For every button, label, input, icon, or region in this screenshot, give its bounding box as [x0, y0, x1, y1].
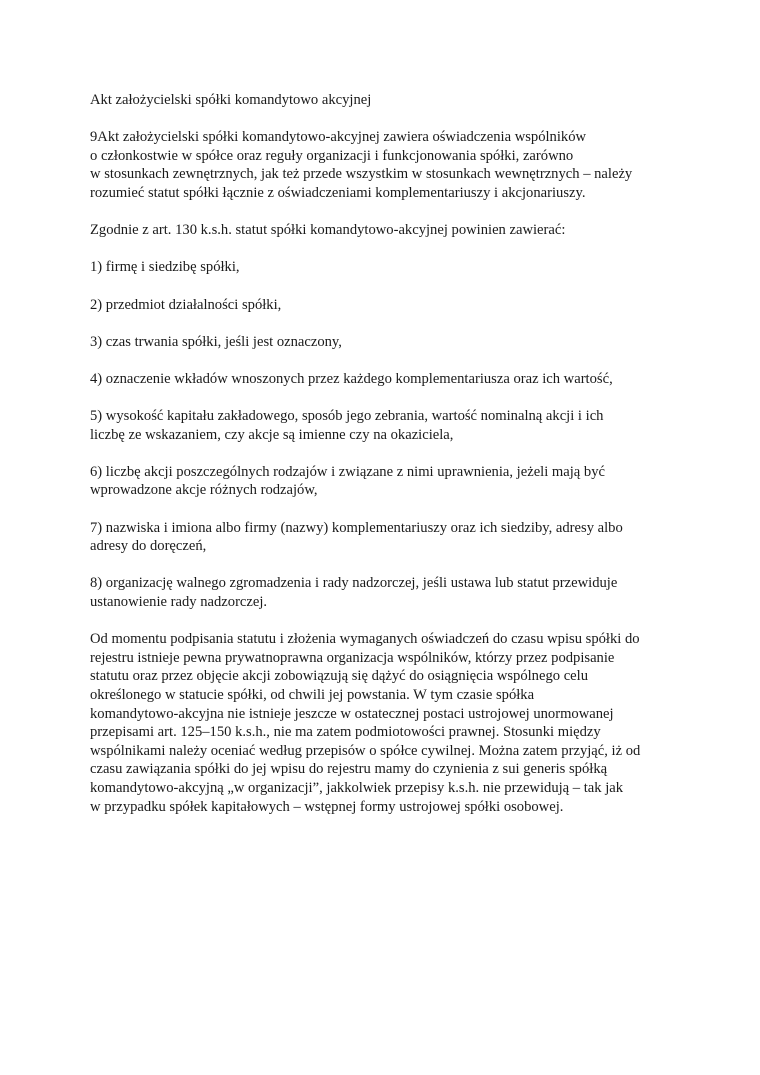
closing-line: Od momentu podpisania statutu i złożenia wymaganych oświadczeń do czasu wpisu spółki do [90, 631, 640, 648]
intro-line: rozumieć statut spółki łącznie z oświadczeniami komplementariuszy i akcjonariuszy. [90, 184, 586, 201]
closing-line: statutu oraz przez objęcie akcji zobowiązują się dążyć do osiągnięcia wspólnego celu [90, 668, 589, 685]
closing-line: określonego w statucie spółki, od chwili jej powstania. W tym czasie spółka [90, 687, 535, 703]
list-item-line: 2) przedmiot działalności spółki, [90, 296, 282, 313]
list-item-line: wprowadzone akcje różnych rodzajów, [90, 482, 318, 499]
intro-line: 9Akt założycielski spółki komandytowo-akcyjnej zawiera oświadczenia wspólników [90, 129, 587, 146]
list-item-line: 7) nazwiska i imiona albo firmy (nazwy) komplementariuszy oraz ich siedziby, adresy albo [90, 519, 623, 536]
closing-line: komandytowo-akcyjną „w organizacji”, jakkolwiek przepisy k.s.h. nie przewidują – tak jak [90, 779, 624, 796]
intro-line: o członkostwie w spółce oraz reguły organizacji i funkcjonowania spółki, zarówno [90, 147, 574, 164]
list-item-line: 5) wysokość kapitału zakładowego, sposób jego zebrania, wartość nominalną akcji i ich [90, 408, 604, 425]
closing-line: w przypadku spółek kapitałowych – wstępnej formy ustrojowej spółki osobowej. [90, 798, 564, 815]
title-line: Akt założycielski spółki komandytowo akcyjnej [90, 92, 372, 108]
closing-line: czasu zawiązania spółki do jej wpisu do rejestru mamy do czynienia z sui generis spółką [90, 761, 608, 778]
list-item [90, 370, 680, 389]
list-item-line: 3) czas trwania spółki, jeśli jest oznaczony, [90, 333, 342, 350]
closing-line: wspólnikami należy oceniać według przepisów o spółce cywilnej. Można zatem przyjąć, iż od [90, 742, 641, 759]
lead-line: Zgodnie z art. 130 k.s.h. statut spółki komandytowo-akcyjnej powinien zawierać: [90, 222, 566, 239]
document-title [90, 91, 680, 110]
list-item-line: adresy do doręczeń, [90, 538, 207, 555]
list-item-line: ustanowienie rady nadzorczej. [90, 594, 268, 611]
closing-line: przepisami art. 125–150 k.s.h., nie ma zatem podmiotowości prawnej. Stosunki między [90, 724, 601, 741]
list-item [90, 519, 680, 556]
list-item-line: 1) firmę i siedzibę spółki, [90, 259, 240, 276]
list-item-line: 8) organizację walnego zgromadzenia i rady nadzorczej, jeśli ustawa lub statut przewiduje [90, 575, 618, 592]
list-item [90, 333, 680, 352]
list-item-line: liczbę ze wskazaniem, czy akcje są imienne czy na okaziciela, [90, 426, 454, 443]
list-item [90, 574, 680, 611]
lead-paragraph [90, 221, 680, 240]
list-item [90, 296, 680, 315]
intro-paragraph [90, 128, 680, 202]
document-body [90, 91, 680, 835]
intro-line: w stosunkach zewnętrznych, jak też przede wszystkim w stosunkach wewnętrznych – należy [90, 166, 633, 183]
closing-paragraph [90, 630, 680, 816]
list-item-line: 4) oznaczenie wkładów wnoszonych przez każdego komplementariusza oraz ich wartość, [90, 370, 613, 387]
closing-line: rejestru istnieje pewna prywatnoprawna organizacja wspólników, którzy przez podpisanie [90, 649, 615, 666]
closing-line: komandytowo-akcyjna nie istnieje jeszcze w ostatecznej postaci ustrojowej unormowanej [90, 705, 614, 722]
list-item-line: 6) liczbę akcji poszczególnych rodzajów i związane z nimi uprawnienia, jeżeli mają być [90, 463, 606, 480]
list-item [90, 258, 680, 277]
list-item [90, 407, 680, 444]
list-item [90, 463, 680, 500]
